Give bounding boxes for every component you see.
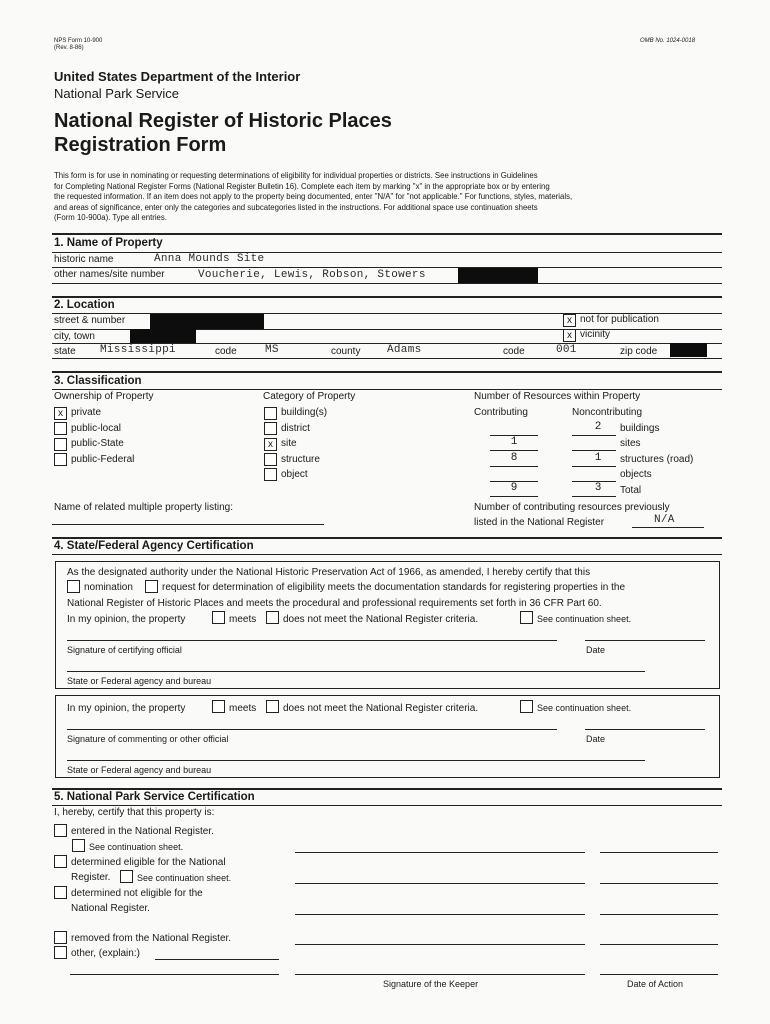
removed-checkbox[interactable] <box>54 931 67 944</box>
keeper-signature-line[interactable] <box>295 883 585 884</box>
meets-label: meets <box>229 703 257 714</box>
vicinity-label: vicinity <box>580 329 611 340</box>
category-option: district <box>281 423 310 434</box>
agency-label: State or Federal agency and bureau <box>67 765 212 775</box>
street-label: street & number <box>54 315 126 326</box>
resources-heading: Number of Resources within Property <box>474 391 641 402</box>
rule <box>52 358 722 359</box>
section-divider <box>52 371 722 373</box>
contributing-count[interactable]: 8 <box>510 452 518 464</box>
not-for-publication-checkbox[interactable]: x <box>563 314 576 327</box>
section1-title: 1. Name of Property <box>54 237 163 249</box>
previously-listed-label-2: listed in the National Register <box>474 517 605 528</box>
determined-not-eligible-label: determined not eligible for the <box>71 888 203 899</box>
district-checkbox[interactable] <box>264 422 277 435</box>
meets-checkbox[interactable] <box>212 611 225 624</box>
other-names-field[interactable]: Voucherie, Lewis, Robson, Stowers <box>198 269 426 281</box>
keeper-signature-line[interactable] <box>295 974 585 975</box>
resource-label: objects <box>620 469 652 480</box>
vicinity-checkbox[interactable]: x <box>563 329 576 342</box>
instructions-line: This form is for use in nominating or requesting determinations of eligibility for individual properties or districts. See instructions in Guidelines <box>54 171 538 180</box>
signature-line[interactable] <box>67 640 557 641</box>
resource-label: structures (road) <box>620 454 694 465</box>
public-federal-checkbox[interactable] <box>54 453 67 466</box>
keeper-signature-line[interactable] <box>295 944 585 945</box>
department-name: United States Department of the Interior <box>54 69 301 84</box>
request-determination-checkbox[interactable] <box>145 580 158 593</box>
category-heading: Category of Property <box>263 391 356 402</box>
form-number: NPS Form 10-900 <box>54 38 103 44</box>
agency-label: State or Federal agency and bureau <box>67 676 212 686</box>
continuation-label: See continuation sheet. <box>89 842 184 852</box>
category-option: structure <box>281 454 320 465</box>
county-field[interactable]: Adams <box>387 344 422 356</box>
action-date-label: Date of Action <box>627 979 684 989</box>
contributing-count[interactable]: 1 <box>510 436 518 448</box>
action-date-line[interactable] <box>600 852 718 853</box>
rule <box>572 496 616 497</box>
state-code-field[interactable]: MS <box>265 344 279 356</box>
state-label: state <box>54 346 76 357</box>
instructions-paragraph <box>54 171 734 224</box>
section2-title: 2. Location <box>54 299 115 311</box>
date-label: Date <box>586 734 606 744</box>
category-option: object <box>281 469 308 480</box>
section4-title: 4. State/Federal Agency Certification <box>54 540 254 552</box>
action-date-line[interactable] <box>600 883 718 884</box>
redaction-bar <box>670 343 707 357</box>
determined-eligible-label: determined eligible for the National <box>71 857 226 868</box>
buildings-checkbox[interactable] <box>264 407 277 420</box>
rule <box>490 466 538 467</box>
instructions-line: and areas of significance, enter only the categories and subcategories listed in the instructions. For additional space use continuation sheets <box>54 202 538 212</box>
date-line[interactable] <box>585 729 705 730</box>
rule <box>572 450 616 451</box>
noncontributing-heading: Noncontributing <box>572 407 643 418</box>
public-state-checkbox[interactable] <box>54 438 67 451</box>
certification-text: As the designated authority under the National Historic Preservation Act of 1966, as amended, I hereby certify that this <box>67 567 591 578</box>
rule <box>632 527 704 528</box>
rule <box>52 805 722 806</box>
instructions-line: the requested information. If an item does not apply to the property being documented, enter "N/A" for "not applicable." For functions, styles, materials, <box>54 192 573 201</box>
structure-checkbox[interactable] <box>264 453 277 466</box>
section3-title: 3. Classification <box>54 375 142 387</box>
rule <box>572 435 616 436</box>
form-title-line2: Registration Form <box>54 134 227 156</box>
service-name: National Park Service <box>54 86 179 101</box>
agency-line[interactable] <box>67 760 645 761</box>
ownership-option: private <box>71 407 102 418</box>
determined-not-eligible-checkbox[interactable] <box>54 886 67 899</box>
rule <box>52 267 722 268</box>
date-line[interactable] <box>585 640 705 641</box>
opinion-label: In my opinion, the property <box>67 703 186 714</box>
meets-label: meets <box>229 614 257 625</box>
noncontributing-count[interactable]: 2 <box>594 421 602 433</box>
ownership-option: public-local <box>71 423 122 434</box>
rule <box>490 450 538 451</box>
continuation-checkbox[interactable] <box>72 839 85 852</box>
rule <box>572 466 616 467</box>
keeper-signature-line[interactable] <box>295 914 585 915</box>
public-local-checkbox[interactable] <box>54 422 67 435</box>
other-checkbox[interactable] <box>54 946 67 959</box>
rule <box>52 252 722 253</box>
continuation-label: See continuation sheet. <box>537 703 632 713</box>
does-not-meet-label: does not meet the National Register criteria. <box>283 614 479 625</box>
meets-checkbox[interactable] <box>212 700 225 713</box>
noncontributing-count[interactable]: 1 <box>594 452 602 464</box>
section5-title: 5. National Park Service Certification <box>54 791 255 803</box>
zip-label: zip code <box>620 346 658 357</box>
county-code-field[interactable]: 001 <box>556 344 577 356</box>
rule <box>52 554 722 555</box>
ownership-heading: Ownership of Property <box>54 391 154 402</box>
signature-label: Signature of certifying official <box>67 645 182 655</box>
county-code-label: code <box>503 346 525 357</box>
section-divider <box>52 296 722 298</box>
omb-number: OMB No. 1024-0018 <box>640 38 696 44</box>
instructions-line: for Completing National Register Forms (National Register Bulletin 16). Complete each item by marking "x" in the appropriate box or by entering <box>54 181 550 191</box>
site-checkbox[interactable]: x <box>264 438 277 451</box>
does-not-meet-label: does not meet the National Register criteria. <box>283 703 479 714</box>
action-date-line[interactable] <box>600 974 718 975</box>
continuation-label: See continuation sheet. <box>137 873 232 883</box>
agency-line[interactable] <box>67 671 645 672</box>
resource-label: sites <box>620 438 641 449</box>
instructions-line: (Form 10-900a). Type all entries. <box>54 213 167 222</box>
date-label: Date <box>586 645 606 655</box>
previously-listed-field[interactable]: N/A <box>654 514 675 526</box>
form-revision: (Rev. 8-86) <box>54 45 84 51</box>
other-names-label: other names/site number <box>54 269 165 280</box>
action-date-line[interactable] <box>600 914 718 915</box>
related-listing-field[interactable] <box>52 524 324 525</box>
section-divider <box>52 788 722 790</box>
other-explain-line[interactable] <box>155 959 279 960</box>
determined-eligible-label-2: Register. <box>71 872 111 883</box>
other-explain-line[interactable] <box>70 974 279 975</box>
rule <box>52 389 722 390</box>
contributing-heading: Contributing <box>474 407 528 418</box>
state-field[interactable]: Mississippi <box>100 344 176 356</box>
certification-text: request for determination of eligibility meets the documentation standards for registering properties in the <box>162 582 626 593</box>
entered-checkbox[interactable] <box>54 824 67 837</box>
rule <box>52 283 722 284</box>
nomination-checkbox[interactable] <box>67 580 80 593</box>
other-label: other, (explain:) <box>71 948 140 959</box>
continuation-checkbox[interactable] <box>120 870 133 883</box>
contributing-total[interactable]: 9 <box>510 482 518 494</box>
action-date-line[interactable] <box>600 944 718 945</box>
section-divider <box>52 537 722 539</box>
continuation-checkbox[interactable] <box>520 611 533 624</box>
continuation-checkbox[interactable] <box>520 700 533 713</box>
noncontributing-total[interactable]: 3 <box>594 482 602 494</box>
certify-statement: I, hereby, certify that this property is: <box>54 807 215 818</box>
city-label: city, town <box>54 331 95 342</box>
determined-not-eligible-label-2: National Register. <box>71 903 150 914</box>
determined-eligible-checkbox[interactable] <box>54 855 67 868</box>
historic-name-field[interactable]: Anna Mounds Site <box>154 253 265 265</box>
previously-listed-label: Number of contributing resources previously <box>474 502 670 513</box>
section-divider <box>52 233 722 235</box>
county-label: county <box>331 346 361 357</box>
category-option: site <box>281 438 297 449</box>
state-code-label: code <box>215 346 237 357</box>
continuation-label: See continuation sheet. <box>537 614 632 624</box>
does-not-meet-checkbox[interactable] <box>266 700 279 713</box>
ownership-option: public-Federal <box>71 454 135 465</box>
related-listing-label: Name of related multiple property listing: <box>54 502 233 513</box>
historic-name-label: historic name <box>54 254 114 265</box>
redaction-bar <box>130 329 196 343</box>
entered-label: entered in the National Register. <box>71 826 214 837</box>
redaction-bar <box>458 268 538 283</box>
resource-label: buildings <box>620 423 660 434</box>
signature-label: Signature of commenting or other official <box>67 734 229 744</box>
not-for-publication-label: not for publication <box>580 314 659 325</box>
keeper-signature-label: Signature of the Keeper <box>383 979 479 989</box>
does-not-meet-checkbox[interactable] <box>266 611 279 624</box>
rule <box>490 496 538 497</box>
signature-line[interactable] <box>67 729 557 730</box>
object-checkbox[interactable] <box>264 468 277 481</box>
removed-label: removed from the National Register. <box>71 933 232 944</box>
keeper-signature-line[interactable] <box>295 852 585 853</box>
ownership-option: public-State <box>71 438 124 449</box>
form-title-line1: National Register of Historic Places <box>54 110 392 132</box>
resource-label: Total <box>620 485 642 496</box>
nomination-label: nomination <box>84 582 133 593</box>
opinion-label: In my opinion, the property <box>67 614 186 625</box>
certification-text: National Register of Historic Places and meets the procedural and professional requirements set forth in 36 CFR Part 60. <box>67 598 602 609</box>
redaction-bar <box>150 314 264 329</box>
private-checkbox[interactable]: x <box>54 407 67 420</box>
category-option: building(s) <box>281 407 328 418</box>
